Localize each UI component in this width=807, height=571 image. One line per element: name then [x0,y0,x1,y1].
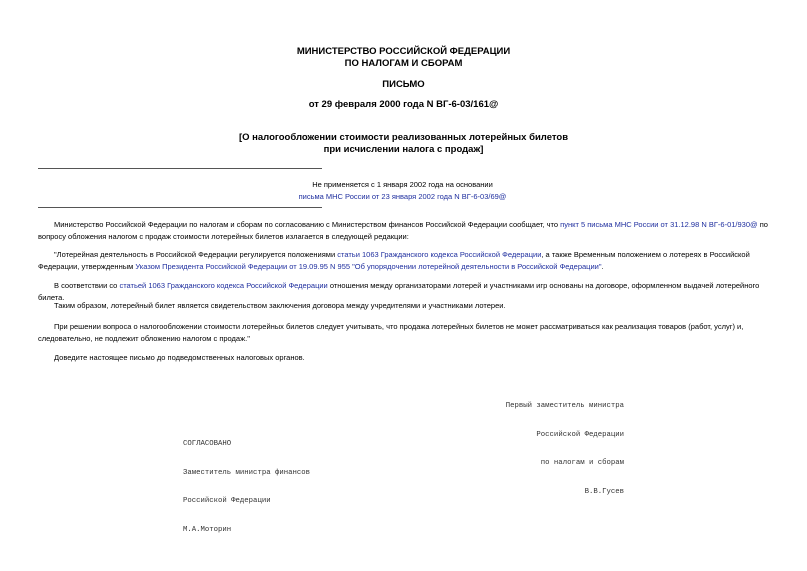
agreed-name: М.А.Моторин [183,525,232,534]
agreed-line-3: Российской Федерации [183,497,271,505]
status-note-link[interactable]: письма МНС России от 23 января 2002 года N ВГ-6-03/69@ [298,192,507,201]
paragraph-4-text: Таким образом, лотерейный билет является свидетельством заключения договора между учредителями и участниками лотереи. [54,301,506,310]
paragraph-2-text-b: , а также Временным положением о лотереях в Российской Федерации, утвержденным [38,250,750,271]
agreed-block [183,421,310,554]
document-type [0,79,807,91]
paragraph-5-text: При решении вопроса о налогообложении стоимости лотерейных билетов следует учитывать, что продажа лотерейных билетов не может рассматриваться как реализация товаров (работ, услуг) и, следовательно, не подлежит обложению налогом с продаж." [38,322,744,343]
signature-line-2: Российской Федерации [536,430,624,439]
paragraph-2-text-c: . [601,261,604,271]
separator-top [38,168,322,169]
paragraph-3-link[interactable]: статьей 1063 Гражданского кодекса Российской Федерации [119,281,328,290]
ministry-heading [0,46,807,70]
paragraph-6 [38,352,770,364]
paragraph-1 [38,219,770,242]
paragraph-2-text-a: "Лотерейная деятельность в Российской Федерации регулируется положениями [54,250,338,259]
paragraph-2 [38,249,770,272]
paragraph-2-link-civil-code[interactable]: статьи 1063 Гражданского кодекса Российской Федерации [337,250,542,259]
subject-line-2: при исчислении налога с продаж] [323,144,484,155]
document-date-number-text: от 29 февраля 2000 года N ВГ-6-03/161@ [308,99,499,110]
agreed-label: СОГЛАСОВАНО [183,440,232,448]
document-date-number [0,99,807,111]
status-note-text: Не применяется с 1 января 2002 года на основании [312,180,493,189]
ministry-line-2: ПО НАЛОГАМ И СБОРАМ [344,58,463,69]
paragraph-1-text-b: по вопросу обложения налогом с продаж стоимости лотерейных билетов излагается в следующей редакции: [38,220,768,241]
status-note [250,179,555,203]
ministry-line-1: МИНИСТЕРСТВО РОССИЙСКОЙ ФЕДЕРАЦИИ [296,46,511,57]
paragraph-5 [38,321,770,344]
signature-block [470,383,624,516]
agreed-line-2: Заместитель министра финансов [183,468,310,477]
document-subject [0,132,807,156]
paragraph-1-link[interactable]: пункт 5 письма МНС России от 31.12.98 N ВГ-6-01/930@ [560,220,758,229]
subject-line-1: [О налогообложении стоимости реализованных лотерейных билетов [238,132,569,143]
signature-line-1: Первый заместитель министра [505,402,624,410]
paragraph-1-text-a: Министерство Российской Федерации по налогам и сборам по согласованию с Министерством финансов Российской Федерации сообщает, что [54,220,561,229]
paragraph-2-link-decree[interactable]: Указом Президента Российской Федерации от 19.09.95 N 955 "Об упорядочении лотерейной деятельности в Российской Федерации" [135,261,602,271]
paragraph-3-text-a: В соответствии со [54,281,120,290]
document-type-label: ПИСЬМО [382,79,425,90]
separator-bottom [38,207,322,208]
paragraph-6-text: Доведите настоящее письмо до подведомственных налоговых органов. [54,353,305,362]
paragraph-3-text-b: отношения между организаторами лотерей и участниками игр основаны на договоре, оформленном выдачей лотерейного билета. [38,281,760,302]
paragraph-4 [38,300,770,312]
signature-line-3: по налогам и сборам [540,459,624,467]
signature-name: В.В.Гусев [584,487,624,496]
